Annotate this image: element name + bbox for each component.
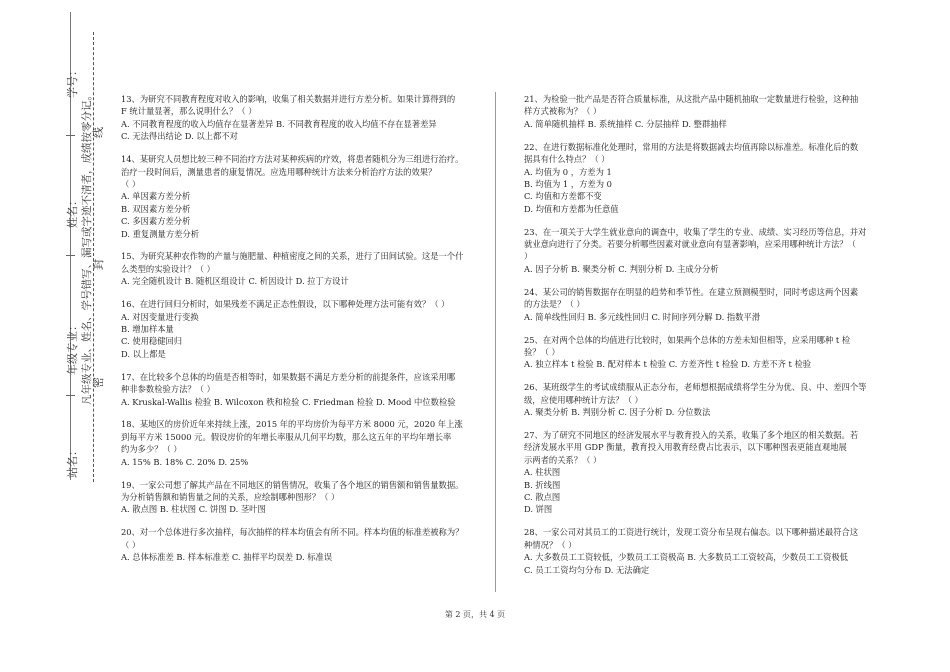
question-option-line: C. 多因素方差分析: [121, 216, 191, 227]
question-option-line: A. 均值为 0 ，方差为 1: [524, 166, 612, 177]
question-stem-line: 就业意向进行了分类。若要分析哪些因素对就业意向有显著影响，应采用哪种统计方法？（: [524, 239, 856, 250]
question-stem-line: 15、为研究某种农作物的产量与施肥量、种植密度之间的关系，进行了田间试验。这是一个什: [121, 251, 464, 262]
binding-tick: [66, 255, 75, 256]
question-stem-line: 16、在进行回归分析时，如果残差不满足正态性假设，以下哪种处理方法可能有效？（ ）: [121, 299, 450, 310]
question-stem-line: （ ）: [121, 539, 141, 550]
question-stem-line: 20、对一个总体进行多次抽样，每次抽样的样本均值会有所不同。样本均值的标准差被称为？: [121, 527, 464, 538]
question-stem-line: 26、某班级学生的考试成绩服从正态分布，老师想根据成绩将学生分为优、良、中、差四个等: [524, 382, 867, 393]
question-stem-line: 样方式被称为？（ ）: [524, 106, 602, 117]
binding-notice: 凡年级专业、姓名、学号错写、漏写或字迹不清者，成绩按零分记。: [81, 90, 93, 405]
question-block: [121, 298, 541, 360]
binding-tick: [66, 395, 75, 396]
question-stem-line: 示两者的关系？（ ）: [524, 454, 602, 465]
question-stem-line: 25、在对两个总体的均值进行比较时，如果两个总体的方差未知但相等，应采用哪种 t 检: [524, 334, 851, 345]
question-option-line: C. 无法得出结论 D. 以上都不对: [121, 131, 238, 142]
question-block: [121, 526, 541, 563]
question-option-line: A. 对因变量进行变换: [121, 311, 199, 322]
question-stem-line: 种非参数检验方法？（ ）: [121, 384, 215, 395]
question-option-line: A. 总体标准差 B. 样本标准差 C. 抽样平均误差 D. 标准误: [121, 552, 333, 563]
question-stem-line: F 统计量显著，那么说明什么？（ ）: [121, 106, 257, 117]
question-block: [121, 250, 541, 287]
question-block: [121, 418, 541, 468]
question-block: [524, 381, 944, 418]
question-stem-line: 24、某公司的销售数据存在明显的趋势和季节性。在建立预测模型时，同时考虑这两个因素: [524, 286, 859, 297]
question-block: [524, 93, 944, 130]
question-stem-line: 21、为检验一批产品是否符合质量标准，从这批产品中随机抽取一定数量进行检验，这种抽: [524, 94, 859, 104]
question-option-line: A. 散点图 B. 柱状图 C. 饼图 D. 茎叶图: [121, 504, 266, 515]
question-option-line: C. 散点图: [524, 491, 561, 502]
question-option-line: A. 柱状图: [524, 467, 561, 478]
question-option-line: A. 简单随机抽样 B. 系统抽样 C. 分层抽样 D. 整群抽样: [524, 118, 727, 129]
binding-mark-feng: 封: [92, 259, 105, 270]
question-block: [524, 334, 944, 371]
question-stem-line: 种情况？（ ）: [524, 539, 577, 550]
question-stem-line: （ ）: [121, 178, 141, 189]
question-option-line: C. 使用稳健回归: [121, 336, 183, 347]
column-divider: [495, 92, 496, 592]
question-option-line: B. 双因素方差分析: [121, 203, 191, 214]
question-option-line: B. 均值为 1 ，方差为 0: [524, 178, 612, 189]
question-stem-line: 约为多少？（ ）: [121, 444, 182, 455]
questions-left-column: [121, 93, 541, 574]
binding-mark-seal: 密: [92, 377, 105, 388]
name-label: 姓名：: [66, 195, 79, 228]
question-option-line: B. 折线图: [524, 479, 561, 490]
questions-right-column: [524, 93, 944, 586]
question-stem-line: 17、在比较多个总体的均值是否相等时，如果数据不满足方差分析的前提条件，应该采用哪: [121, 371, 456, 382]
question-stem-line: 为分析销售额和销售量之间的关系，应绘制哪种图形？（ ）: [121, 491, 340, 502]
question-option-line: A. 大多数员工工资较低，少数员工工资极高 B. 大多数员工工资较高，少数员工工资极低: [524, 552, 848, 563]
question-stem-line: 级，应使用哪种统计方法？（ ）: [524, 394, 643, 405]
question-option-line: D. 均值和方差都为任意值: [524, 203, 619, 214]
question-stem-line: 14、某研究人员想比较三种不同治疗方法对某种疾病的疗效，将患者随机分为三组进行治疗。: [121, 154, 464, 165]
binding-mark-line: 线: [92, 127, 105, 138]
question-option-line: A. 独立样本 t 检验 B. 配对样本 t 检验 C. 方差齐性 t 检验 D. 方差不齐 t 检验: [524, 359, 812, 370]
question-option-line: A. 简单线性回归 B. 多元线性回归 C. 时间序列分解 D. 指数平滑: [524, 311, 761, 322]
question-stem-line: 27、为了研究不同地区的经济发展水平与教育投入的关系，收集了多个地区的相关数据。若: [524, 429, 859, 440]
question-stem-line: 据具有什么特点？（ ）: [524, 154, 610, 165]
question-option-line: A. 聚类分析 B. 判别分析 C. 因子分析 D. 分位数法: [524, 407, 711, 418]
question-stem-line: 23、在一项关于大学生就业意向的调查中，收集了学生的专业、成绩、实习经历等信息，并对: [524, 226, 867, 237]
question-stem-line: ）: [524, 251, 533, 262]
question-stem-line: 验？（ ）: [524, 346, 560, 357]
question-stem-line: 的方法是？（ ）: [524, 299, 585, 310]
grade-major-label: 年级专业：: [66, 320, 79, 375]
question-stem-line: 经济发展水平用 GDP 衡量，教育投入用教育经费占比表示，以下哪种图表更能直观地展: [524, 442, 847, 453]
question-option-line: D. 重复测量方差分析: [121, 228, 200, 239]
question-option-line: D. 以上都是: [121, 348, 166, 359]
binding-margin: [0, 0, 115, 672]
question-stem-line: 到每平方米 15000 元。假设房价的年增长率服从几何平均数，那么这五年的平均年增长率: [121, 431, 452, 442]
question-block: [121, 153, 541, 240]
question-stem-line: 么类型的实验设计？（ ）: [121, 263, 215, 274]
question-stem-line: 19、一家公司想了解其产品在不同地区的销售情况，收集了各个地区的销售额和销售量数据。: [121, 479, 464, 490]
question-option-line: A. Kruskal-Wallis 检验 B. Wilcoxon 秩和检验 C. Friedman 检验 D. Mood 中位数检验: [121, 396, 456, 407]
question-option-line: C. 均值和方差都不变: [524, 191, 602, 202]
page-number: 第 2 页，共 4 页: [444, 610, 506, 619]
question-stem-line: 治疗一段时间后，测量患者的康复情况。应选用哪种统计方法来分析治疗方法的效果？: [121, 166, 437, 177]
question-block: [524, 286, 944, 323]
question-option-line: D. 饼图: [524, 504, 553, 515]
question-block: [121, 371, 541, 408]
question-stem-line: 28、一家公司对其员工的工资进行统计，发现工资分布呈现右偏态。以下哪种描述最符合这: [524, 527, 859, 538]
question-block: [524, 526, 944, 576]
question-block: [121, 479, 541, 516]
student-id-label: 学号：: [66, 65, 79, 98]
question-block: [121, 93, 541, 143]
question-option-line: B. 增加样本量: [121, 324, 174, 334]
question-stem-line: 22、在进行数据标准化处理时，常用的方法是将数据减去均值再除以标准差。标准化后的数: [524, 141, 859, 152]
school-label: 站名：: [66, 445, 79, 478]
question-stem-line: 13、为研究不同教育程度对收入的影响，收集了相关数据并进行方差分析。如果计算得到的: [121, 94, 456, 104]
question-option-line: A. 完全随机设计 B. 随机区组设计 C. 析因设计 D. 拉丁方设计: [121, 276, 349, 287]
question-block: [524, 141, 944, 215]
question-stem-line: 18、某地区的房价近年来持续上涨，2015 年的平均房价为每平方米 8000 元，2020 年上涨: [121, 419, 463, 430]
question-option-line: A. 因子分析 B. 聚类分析 C. 判别分析 D. 主成分分析: [524, 263, 719, 274]
question-option-line: A. 单因素方差分析: [121, 191, 191, 202]
question-option-line: A. 不同教育程度的收入均值存在显著差异 B. 不同教育程度的收入均值不存在显著差异: [121, 118, 437, 129]
binding-tick: [66, 135, 75, 136]
question-option-line: A. 15% B. 18% C. 20% D. 25%: [121, 456, 249, 467]
question-option-line: C. 员工工资均匀分布 D. 无法确定: [524, 564, 650, 575]
question-block: [524, 226, 944, 276]
question-block: [524, 429, 944, 516]
